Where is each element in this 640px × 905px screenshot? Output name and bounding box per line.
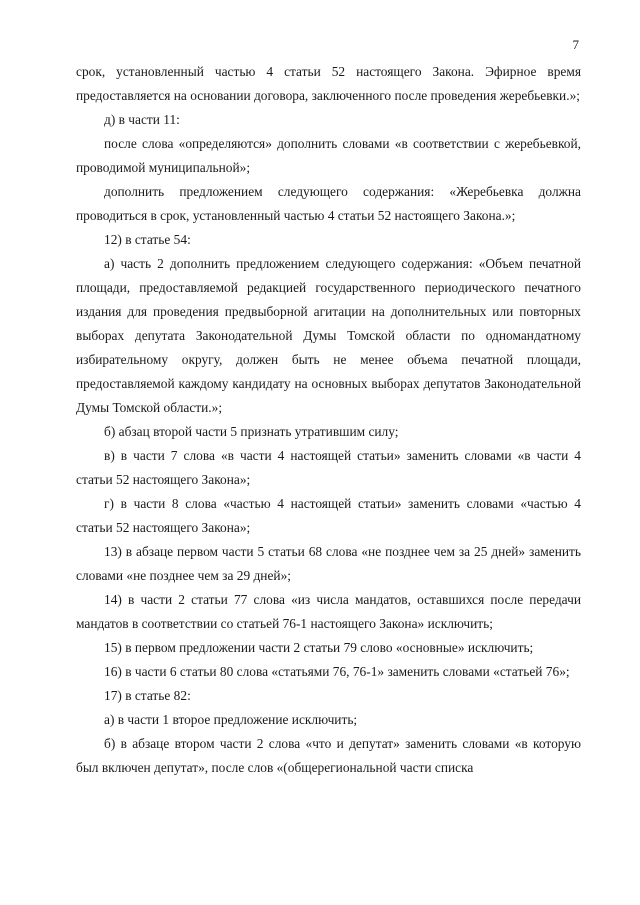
paragraph: 17) в статье 82:	[104, 688, 191, 703]
paragraph: 12) в статье 54:	[104, 232, 191, 247]
paragraph: а) часть 2 дополнить предложением следующего содержания: «Объем печатной площади, предоставляемой редакцией государственного периодического печатного издания для проведения предвыборной агитации на дополнительных или повторных выборах депутата Законодательной Думы Томской области по одномандатному избирательному округу, должен быть не менее объема печатной площади, предоставляемой каждому кандидату на основных выборах депутатов Законодательной Думы Томской области.»;	[76, 256, 581, 415]
paragraph: 16) в части 6 статьи 80 слова «статьями 76, 76-1» заменить словами «статьей 76»;	[104, 664, 570, 679]
paragraph: 14) в части 2 статьи 77 слова «из числа мандатов, оставшихся после передачи мандатов в соответствии со статьей 76-1 настоящего Закона» исключить;	[76, 592, 581, 631]
paragraph: б) в абзаце втором части 2 слова «что и депутат» заменить словами «в которую был включен депутат», после слов «(общерегиональной части списка	[76, 736, 581, 775]
paragraph: в) в части 7 слова «в части 4 настоящей статьи» заменить словами «в части 4 статьи 52 настоящего Закона»;	[76, 448, 581, 487]
paragraph: срок, установленный частью 4 статьи 52 настоящего Закона. Эфирное время предоставляется на основании договора, заключенного после проведения жеребьевки.»;	[76, 64, 581, 103]
page-number: 7	[572, 37, 579, 52]
paragraph: г) в части 8 слова «частью 4 настоящей статьи» заменить словами «частью 4 статьи 52 настоящего Закона»;	[76, 496, 581, 535]
paragraph: д) в части 11:	[104, 112, 180, 127]
paragraph: 15) в первом предложении части 2 статьи 79 слово «основные» исключить;	[104, 640, 534, 655]
paragraph: 13) в абзаце первом части 5 статьи 68 слова «не позднее чем за 25 дней» заменить словами «не позднее чем за 29 дней»;	[76, 544, 581, 583]
paragraph: а) в части 1 второе предложение исключить;	[104, 712, 358, 727]
paragraph: б) абзац второй части 5 признать утратившим силу;	[104, 424, 399, 439]
paragraph: дополнить предложением следующего содержания: «Жеребьевка должна проводиться в срок, установленный частью 4 статьи 52 настоящего Закона.»;	[76, 184, 581, 223]
paragraph: после слова «определяются» дополнить словами «в соответствии с жеребьевкой, проводимой муниципальной»;	[76, 136, 581, 175]
document-body	[76, 60, 581, 780]
